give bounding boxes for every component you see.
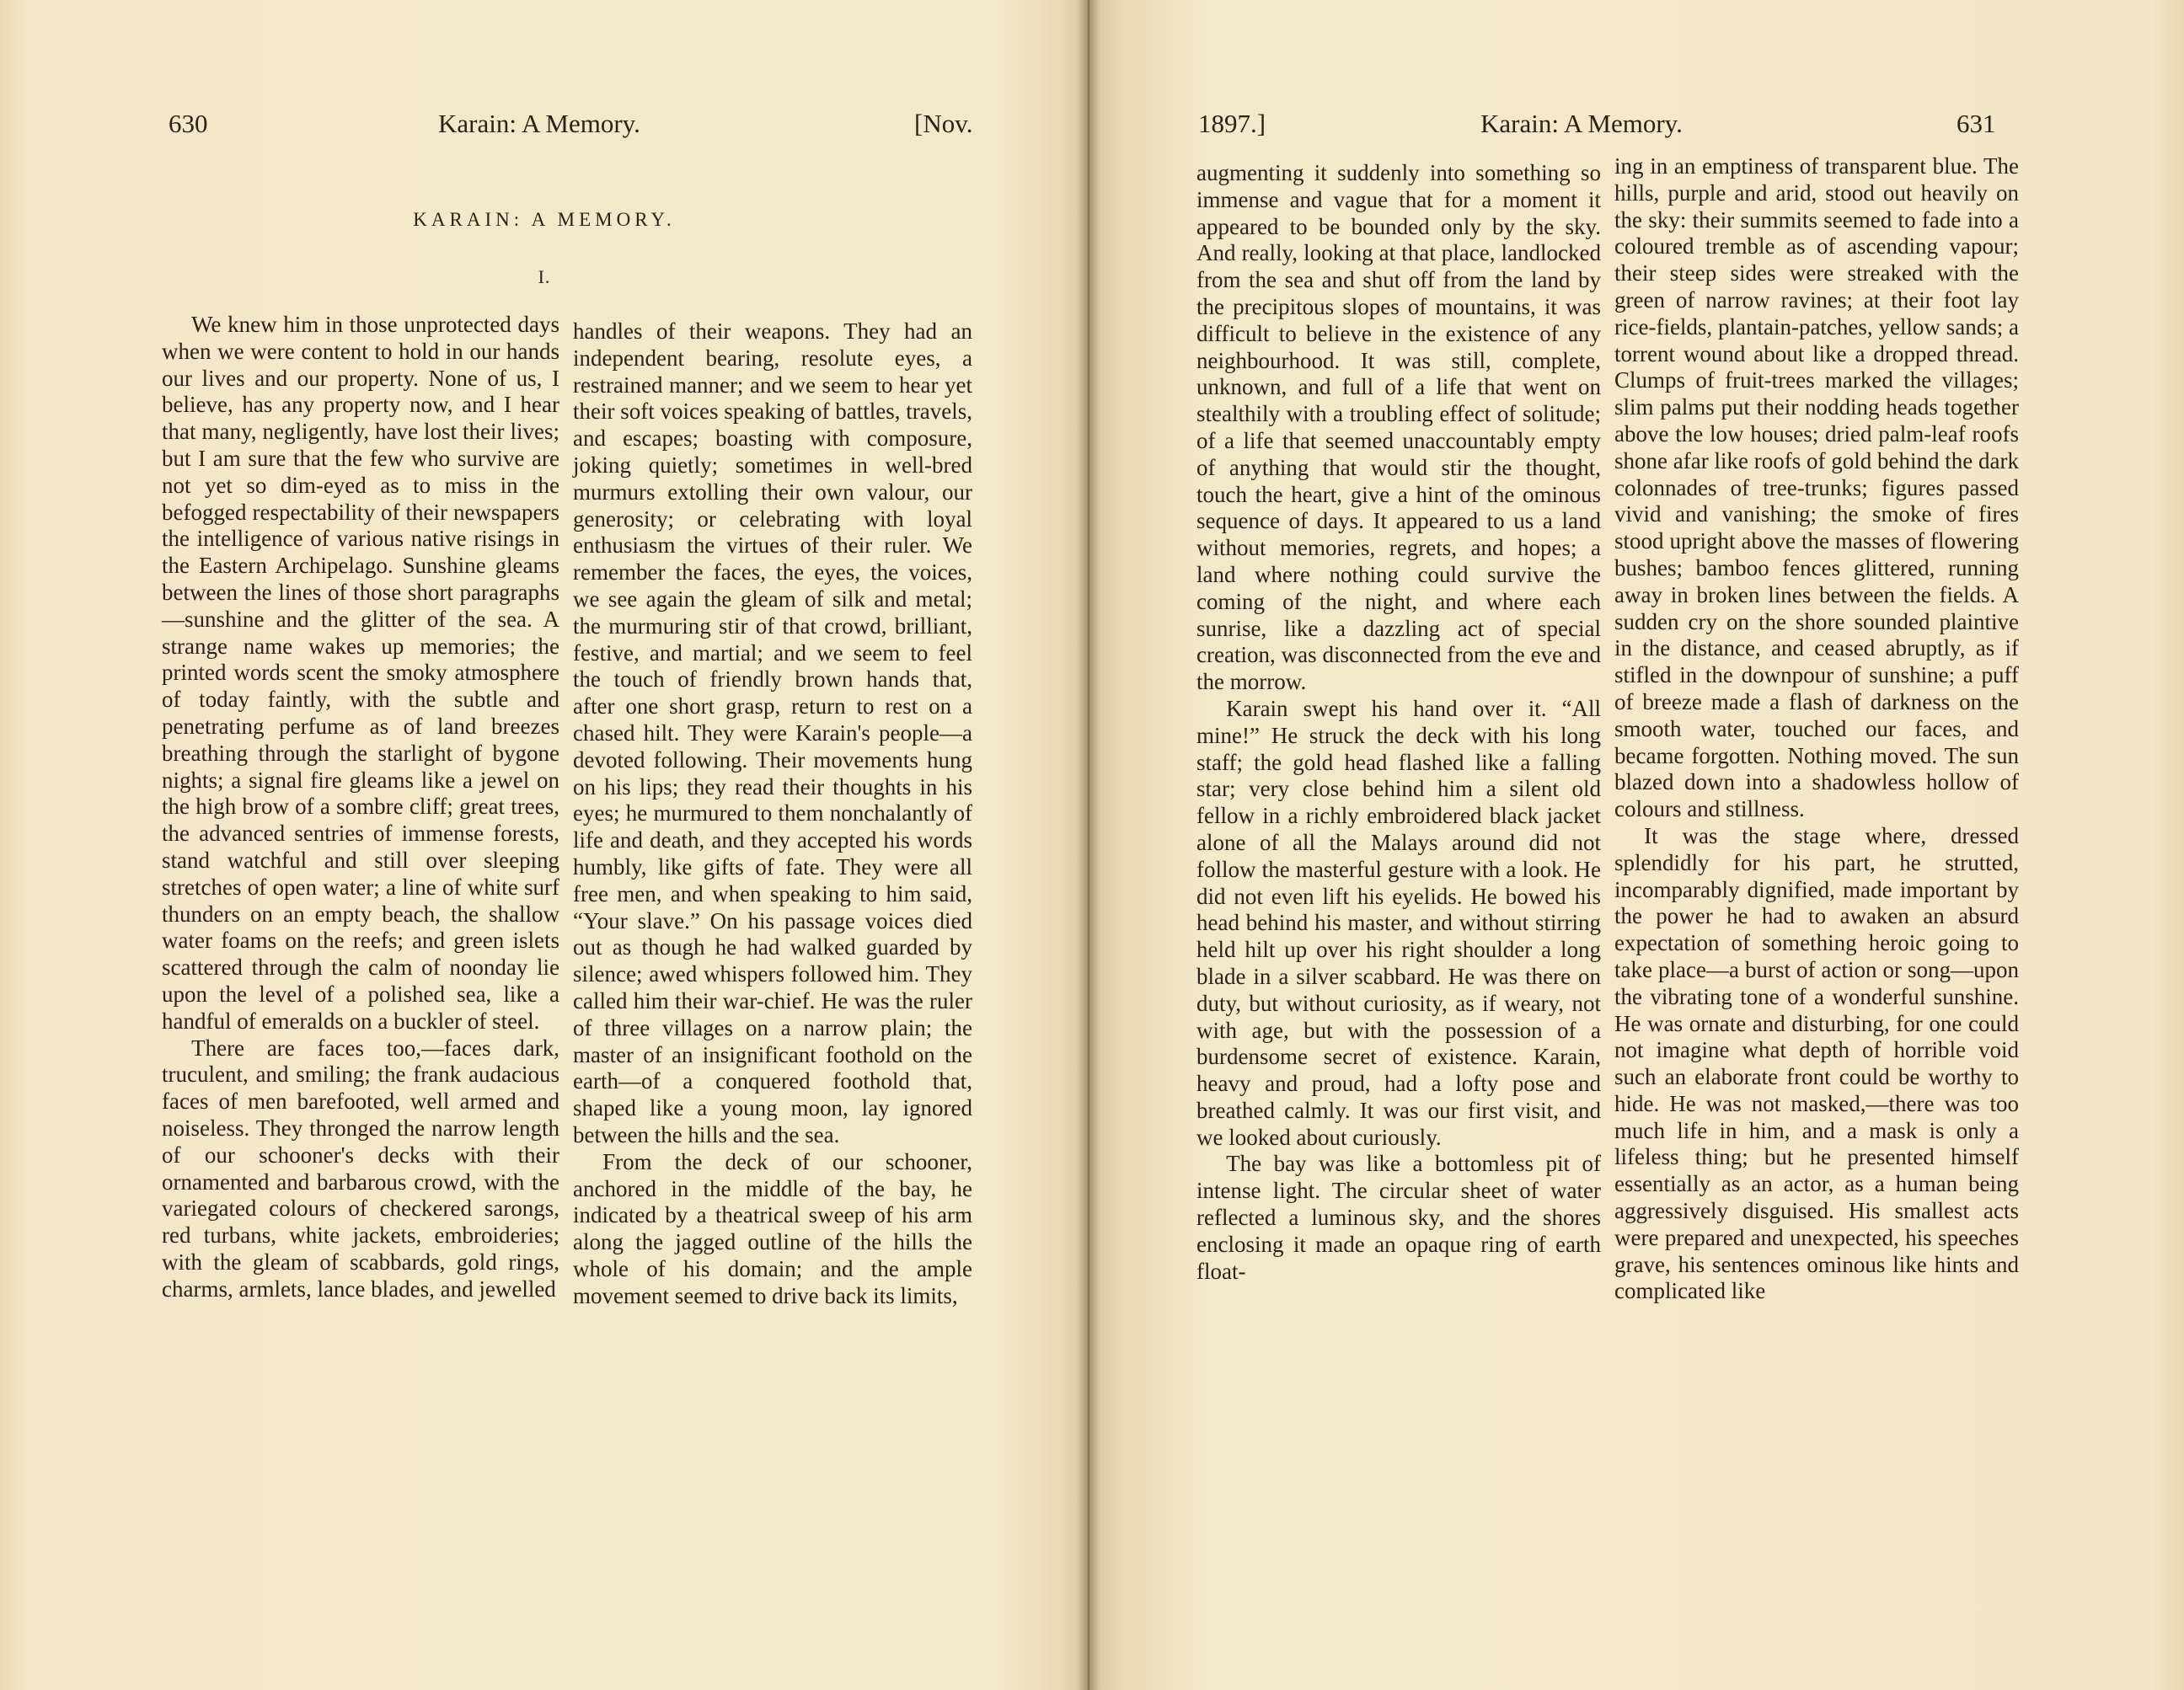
paragraph: The bay was like a bottomless pit of intense light. The circular sheet of water reflected a luminous sky, and the shores enclosing it made an opaque ring of earth float- — [1196, 1151, 1601, 1284]
paragraph: From the deck of our schooner, anchored in the middle of the bay, he indicated by a theatrical sweep of his arm along the jagged outline of the hills the whole of his domain; and the ample movement seemed to drive back its limits, — [573, 1148, 972, 1308]
running-date: 1897.] — [1198, 109, 1266, 138]
text-column-2 — [573, 318, 972, 1309]
paragraph: augmenting it suddenly into something so immense and vague that for a moment it appeared to be bounded only by the sky. And really, looking at that place, landlocked from the sea and shut off from the land by the precipitous slopes of mountains, it was difficult to believe in the existence of any neighbourhood. It was still, complete, unknown, and full of a life that went on stealthily with a troubling effect of solitude; of a life that seemed unaccountably empty of anything that would stir the thought, touch the heart, give a hint of the ominous sequence of days. It appeared to us a land without memories, regrets, and hopes; a land where nothing could survive the coming of the night, and where each sunrise, like a dazzling act of special creation, was disconnected from the eve and the morrow. — [1196, 160, 1601, 695]
running-date: [Nov. — [914, 109, 973, 138]
paragraph: Karain swept his hand over it. “All mine!” He struck the deck with his long staff; the gold head flashed like a falling star; very close behind him a silent old fellow in a richly embroidered black jacket alone of all the Malays around did not follow the masterful gesture with a look. He did not even lift his eyelids. He bowed his head behind his master, and without stirring held hilt up over his right shoulder a long blade in a silver scabbard. He was there on duty, but without curiosity, as if weary, not with age, but with the possession of a burdensome secret of existence. Karain, heavy and proud, had a lofty pose and breathed calmly. It was our first visit, and we looked about curiously. — [1196, 695, 1601, 1150]
page-number: 631 — [1956, 109, 1996, 138]
paragraph: ing in an emptiness of transparent blue. The hills, purple and arid, stood out heavily on the sky: their summits seemed to fade into a coloured tremble as of ascending vapour; their steep sides were streaked with the green of narrow ravines; at their foot lay rice-fields, plantain-patches, yellow sands; a torrent wound about like a dropped thread. Clumps of fruit-trees marked the villages; slim palms put their nodding heads together above the low houses; dried palm-leaf roofs shone afar like roofs of gold behind the dark colonnades of tree-trunks; figures passed vivid and vanishing; the smoke of fires stood upright above the masses of flowering bushes; bamboo fences glittered, running away in broken lines between the fields. A sudden cry on the shore sounded plaintive in the distance, and ceased abruptly, as if stifled in the downpour of sunshine; a puff of breeze made a flash of darkness on the smooth water, touched our faces, and became forgotten. Nothing moved. The sun blazed down into a shadowless hollow of colours and stillness. — [1614, 153, 2019, 822]
right-page — [1089, 0, 2184, 1690]
paragraph: There are faces too,—faces dark, truculent, and smiling; the frank audacious faces of men barefooted, well armed and noiseless. They thronged the narrow length of our schooner's decks with their ornamented and barbarous crowd, with the variegated colours of checkered sarongs, red turbans, white jackets, embroideries; with the gleam of scabbards, gold rings, charms, armlets, lance blades, and jewelled — [162, 1035, 559, 1302]
section-number: I. — [538, 266, 551, 287]
running-title: Karain: A Memory. — [1480, 109, 1683, 138]
page-number: 630 — [169, 109, 208, 138]
text-column-4 — [1614, 153, 2019, 1305]
paragraph: handles of their weapons. They had an independent bearing, resolute eyes, a restrained manner; and we seem to hear yet their soft voices speaking of battles, travels, and escapes; boasting with composure, joking quietly; sometimes in well-bred murmurs extolling their own valour, our generosity; or celebrating with loyal enthusiasm the virtues of their ruler. We remember the faces, the eyes, the voices, we see again the gleam of silk and metal; the murmuring stir of that crowd, brilliant, festive, and martial; and we seem to feel the touch of friendly brown hands that, after one short grasp, return to rest on a chased hilt. They were Karain's people—a devoted following. Their movements hung on his lips; they read their thoughts in his eyes; he murmured to them nonchalantly of life and death, and they accepted his words humbly, like gifts of fate. They were all free men, and when speaking to him said, “Your slave.” On his passage voices died out as though he had walked guarded by silence; awed whispers followed him. They called him their war-chief. He was the ruler of three villages on a narrow plain; the master of an insignificant foothold on the earth—of a conquered foothold that, shaped like a young moon, lay ignored between the hills and the sea. — [573, 318, 972, 1147]
text-column-3 — [1196, 160, 1601, 1285]
text-column-1 — [162, 312, 559, 1302]
paragraph: It was the stage where, dressed splendidly for his part, he strutted, incomparably dignified, made important by the power he had to awaken an absurd expectation of something heroic going to take place—a burst of action or song—upon the vibrating tone of a wonderful sunshine. He was ornate and disturbing, for one could not imagine what depth of horrible void such an elaborate front could be worthy to hide. He was not masked,—there was too much life in him, and a mask is only a lifeless thing; but he presented himself essentially as an actor, as a human being aggressively disguised. His smallest acts were prepared and unexpected, his speeches grave, his sentences ominous like hints and complicated like — [1614, 822, 2019, 1304]
article-title: KARAIN: A MEMORY. — [413, 209, 676, 230]
running-title: Karain: A Memory. — [438, 109, 640, 138]
book-gutter — [1077, 0, 1100, 1690]
left-page — [0, 0, 1089, 1690]
paragraph: We knew him in those unprotected days when we were content to hold in our hands our lives and our property. None of us, I believe, has any property now, and I hear that many, negligently, have lost their lives; but I am sure that the few who survive are not yet so dim-eyed as to miss in the befogged respectability of their newspapers the intelligence of various native risings in the Eastern Archipelago. Sunshine gleams between the lines of those short paragraphs—sunshine and the glitter of the sea. A strange name wakes up memories; the printed words scent the smoky atmosphere of today faintly, with the subtle and penetrating perfume as of land breezes breathing through the starlight of bygone nights; a signal fire gleams like a jewel on the high brow of a sombre cliff; great trees, the advanced sentries of immense forests, stand watchful and still over sleeping stretches of open water; a line of white surf thunders on an empty beach, the shallow water foams on the reefs; and green islets scattered through the calm of noonday lie upon the level of a polished sea, like a handful of emeralds on a buckler of steel. — [162, 312, 559, 1034]
